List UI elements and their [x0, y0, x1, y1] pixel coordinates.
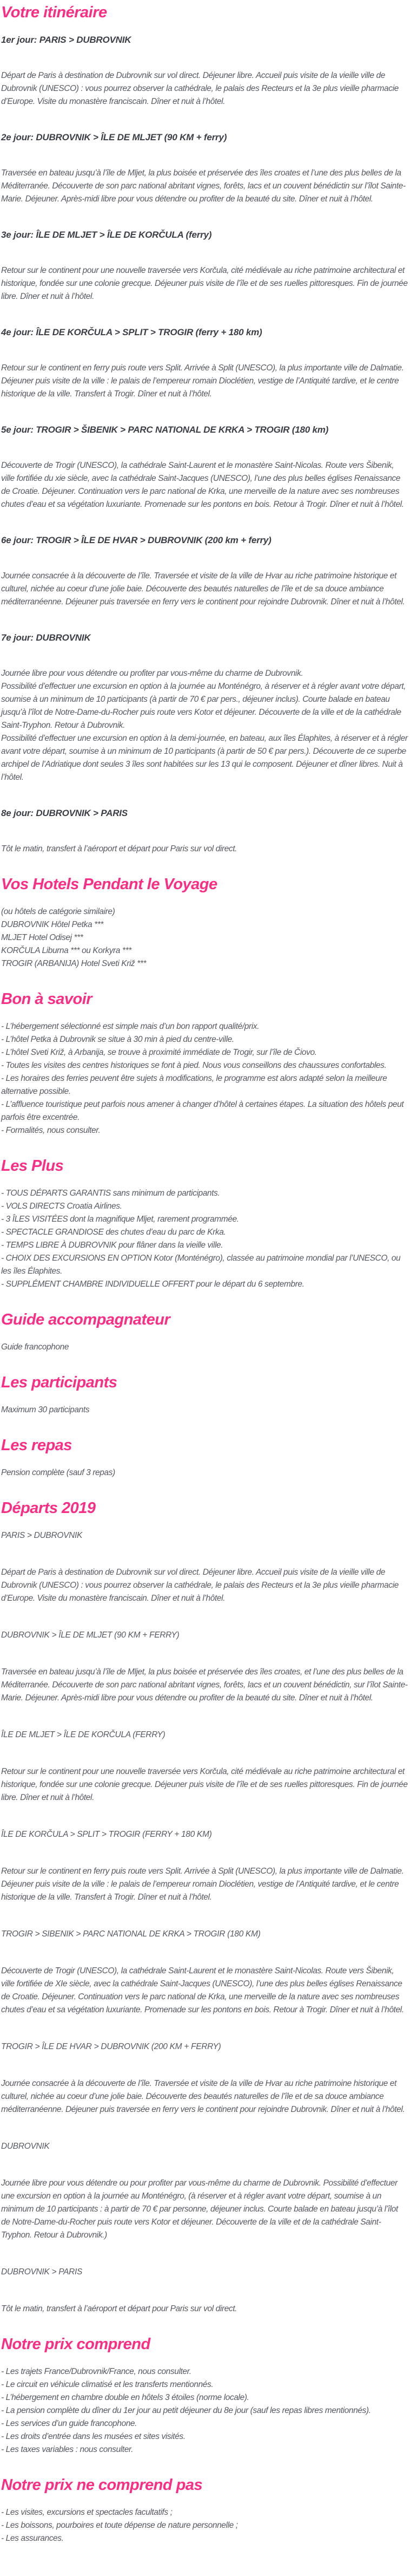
day-paragraph: Possibilité d’effectuer une excursion en option à la journée au Monténégro, à réserver et à régler avant votre départ, soumise à un minimum de 10 participants (à partir de 70 € par pers., déjeuner inclus). Courte balade en bateau jusqu’à l’îlot de Notre-Dame-du-Rocher puis route vers Kotor et déjeuner. Découverte de la ville et de la cathédrale Saint-Tryphon. Retour à Dubrovnik.	[1, 682, 406, 730]
participants-text: Maximum 30 participants	[1, 1405, 90, 1414]
good-to-know-list	[1, 1020, 408, 1137]
section-title-guide: Guide accompagnateur	[1, 1311, 170, 1328]
list-item: - Les horaires des ferries peuvent être sujets à modifications, le programme est alors adapté selon la meilleure alternative possible.	[1, 1074, 387, 1096]
day-title: 3e jour: ÎLE DE MLJET > ÎLE DE KORČULA (ferry)	[1, 230, 212, 240]
list-item: - L’hébergement sélectionné est simple mais d’un bon rapport qualité/prix.	[1, 1022, 260, 1031]
route-paragraph: Retour sur le continent pour une nouvelle traversée vers Korčula, cité médiévale au riche patrimoine architectural et historique, fondée sur une colonie grecque. Déjeuner puis visite de l’île et de ses ruelles pittoresques. Fin de journée libre. Dîner et nuit à l’hôtel.	[1, 1767, 408, 1802]
day-block-5	[1, 423, 408, 511]
list-item: - Le circuit en véhicule climatisé et les transferts mentionnés.	[1, 2380, 214, 2389]
list-item: - Les droits d’entrée dans les musées et sites visités.	[1, 2432, 186, 2441]
leg-block-4	[1, 1828, 408, 1904]
list-item: - VOLS DIRECTS Croatia Airlines.	[1, 1202, 122, 1211]
route-title: ÎLE DE KORČULA > SPLIT > TROGIR (FERRY + 180 KM)	[1, 1830, 212, 1839]
route-title: DUBROVNIK	[1, 2142, 50, 2151]
day-paragraph: Départ de Paris à destination de Dubrovnik sur vol direct. Déjeuner libre. Accueil puis visite de la vieille ville de Dubrovnik (UNESCO) : vous pourrez observer la cathédrale, le palais des Recteurs et la 3e plus vieille pharmacie d’Europe. Visite du monastère franciscain. Dîner et nuit à l’hôtel.	[1, 71, 399, 106]
list-item: - Les boissons, pourboires et toute dépense de nature personnelle ;	[1, 2521, 238, 2530]
list-item: - L’affluence touristique peut parfois nous amener à changer d’hôtel à certaines étapes. La situation des hôtels peut parfois être excentrée.	[1, 1100, 404, 1122]
section-title-departures: Départs 2019	[1, 1499, 96, 1517]
route-paragraph: Traversée en bateau jusqu’à l’île de Mljet, la plus boisée et préservée des îles croates, et l’une des plus belles de la Méditerranée. Découverte de son parc national abritant vignes, forêts, lacs et un couvent bénédictin, sur l’îlot Sainte-Marie. Déjeuner. Après-midi libre pour vous détendre ou profiter de la beauté du site. Dîner et nuit à l’hôtel.	[1, 1667, 408, 1703]
day-paragraph: Possibilité d’effectuer une excursion en option à la demi-journée, en bateau, aux îles Élaphites, à réserver et à régler avant votre départ, soumise à un minimum de 10 participants (à partir de 50 € par pers.). Découverte de ce superbe archipel de l’Adriatique dont seules 3 îles sont habitées sur les 13 qui le composent. Déjeuner et dîner libres. Nuit à l’hôtel.	[1, 734, 408, 782]
section-title-itinerary: Votre itinéraire	[1, 4, 107, 21]
day-title: 4e jour: ÎLE DE KORČULA > SPLIT > TROGIR (ferry + 180 km)	[1, 327, 262, 337]
day-title: 2e jour: DUBROVNIK > ÎLE DE MLJET (90 KM + ferry)	[1, 132, 227, 142]
route-paragraph: Journée consacrée à la découverte de l’île. Traversée et visite de la ville de Hvar au riche patrimoine historique et culturel, nichée au coeur d’une jolie baie. Découverte des beautés naturelles de l’île et de sa douce ambiance méditerranéenne. Déjeuner puis traversée en ferry vers le continent pour rejoindre Dubrovnik. Dîner et nuit à l’hôtel.	[1, 2079, 405, 2114]
route-title: PARIS > DUBROVNIK	[1, 1531, 83, 1540]
day-block-8	[1, 807, 408, 856]
leg-block-1	[1, 1529, 408, 1605]
route-paragraph: Retour sur le continent en ferry puis route vers Split. Arrivée à Split (UNESCO), la plus importante ville de Dalmatie. Déjeuner puis visite de la ville : le palais de l’empereur romain Dioclétien, vestige de l’Antiquité tardive, et le centre historique de la ville. Transfert à Trogir. Dîner et nuit à l’hôtel.	[1, 1867, 404, 1902]
leg-block-7	[1, 2140, 408, 2242]
list-item: - Les assurances.	[1, 2534, 64, 2543]
day-title: 6e jour: TROGIR > ÎLE DE HVAR > DUBROVNIK (200 km + ferry)	[1, 535, 272, 545]
section-title-hotels: Vos Hotels Pendant le Voyage	[1, 876, 217, 893]
section-title-price-excludes: Notre prix ne comprend pas	[1, 2476, 203, 2494]
route-title: ÎLE DE MLJET > ÎLE DE KORČULA (FERRY)	[1, 1730, 166, 1739]
day-block-3	[1, 229, 408, 303]
list-item: - Les taxes variables : nous consulter.	[1, 2445, 134, 2454]
route-title: TROGIR > SIBENIK > PARC NATIONAL DE KRKA > TROGIR (180 KM)	[1, 1929, 261, 1939]
day-block-7	[1, 631, 408, 784]
day-title: 7e jour: DUBROVNIK	[1, 632, 91, 643]
day-title: 8e jour: DUBROVNIK > PARIS	[1, 808, 128, 818]
list-item: - Les trajets France/Dubrovnik/France, nous consulter.	[1, 2367, 191, 2376]
hotel-line: TROGIR (ARBANIJA) Hotel Sveti Križ ***	[1, 959, 147, 968]
list-item: - L’hôtel Petka à Dubrovnik se situe à 30 min à pied du centre-ville.	[1, 1035, 234, 1044]
list-item: - SUPPLÉMENT CHAMBRE INDIVIDUELLE OFFERT pour le départ du 6 septembre.	[1, 1280, 305, 1289]
route-paragraph: Découverte de Trogir (UNESCO), la cathédrale Saint-Laurent et le monastère Saint-Nicolas. Route vers Šibenik, ville fortifiée de XIe siècle, avec la cathédrale Saint-Jacques (UNESCO), l’une des plus belles églises Renaissance de Croatie. Déjeuner. Continuation vers le parc national de Krka, une merveille de la nature avec ses nombreuses chutes d’eau et sa végétation luxuriante. Promenade sur les pontons en bois. Retour à Trogir. Dîner et nuit à l’hôtel.	[1, 1966, 404, 2014]
route-paragraph: Tôt le matin, transfert à l’aéroport et départ pour Paris sur vol direct.	[1, 2304, 237, 2313]
list-item: - La pension complète du dîner du 1er jour au petit déjeuner du 8e jour (sauf les repas libres mentionnés).	[1, 2406, 371, 2415]
meals-text: Pension complète (sauf 3 repas)	[1, 1468, 115, 1477]
section-title-participants: Les participants	[1, 1374, 117, 1391]
day-paragraph: Traversée en bateau jusqu’à l’île de Mljet, la plus boisée et préservée des îles croates et l’une des plus belles de la Méditerranée. Découverte de son parc national abritant vignes, forêts, lacs et un couvent bénédictin sur l’îlot Sainte-Marie. Déjeuner. Après-midi libre pour vous détendre ou profiter de la beauté du site. Dîner et nuit à l’hôtel.	[1, 168, 406, 204]
section-title-price-includes: Notre prix comprend	[1, 2336, 150, 2353]
leg-block-2	[1, 1629, 408, 1705]
day-paragraph: Journée consacrée à la découverte de l’île. Traversée et visite de la ville de Hvar au riche patrimoine historique et culturel, nichée au coeur d’une jolie baie. Découverte des beautés naturelles de l’île et de sa douce ambiance méditerranéenne. Déjeuner puis traversée en ferry vers le continent pour rejoindre Dubrovnik. Dîner et nuit à l’hôtel.	[1, 571, 405, 606]
hotel-line: KORČULA Liburna *** ou Korkyra ***	[1, 946, 131, 955]
section-title-good-to-know: Bon à savoir	[1, 990, 92, 1008]
list-item: - L’hébergement en chambre double en hôtels 3 étoiles (norme locale).	[1, 2393, 249, 2402]
list-item: - SPECTACLE GRANDIOSE des chutes d’eau du parc de Krka.	[1, 1228, 226, 1237]
list-item: - L’hôtel Sveti Križ, à Arbanija, se trouve à proximité immédiate de Trogir, sur l’île de Čiovo.	[1, 1048, 317, 1057]
hotel-line: (ou hôtels de catégorie similaire)	[1, 907, 115, 916]
day-block-1	[1, 34, 408, 108]
route-title: DUBROVNIK > PARIS	[1, 2267, 83, 2277]
day-paragraph: Journée libre pour vous détendre ou profiter par vous-même du charme de Dubrovnik.	[1, 669, 303, 678]
list-item: - TOUS DÉPARTS GARANTIS sans minimum de participants.	[1, 1189, 220, 1198]
list-item: - Toutes les visites des centres historiques se font à pied. Nous vous conseillons des chaussures confortables.	[1, 1061, 387, 1070]
day-block-4	[1, 326, 408, 401]
section-title-meals: Les repas	[1, 1437, 72, 1454]
list-item: - Les visites, excursions et spectacles facultatifs ;	[1, 2508, 173, 2517]
hotels-list	[1, 905, 408, 970]
route-paragraph: Départ de Paris à destination de Dubrovnik sur vol direct. Déjeuner libre. Accueil puis visite de la vieille ville de Dubrovnik (UNESCO) : vous pourrez observer la cathédrale, le palais des Recteurs et la 3e plus vieille pharmacie d’Europe. Visite du monastère franciscain. Dîner et nuit à l’hôtel.	[1, 1568, 399, 1603]
leg-block-8	[1, 2266, 408, 2316]
section-title-pluses: Les Plus	[1, 1157, 64, 1175]
route-title: TROGIR > ÎLE DE HVAR > DUBROVNIK (200 KM + FERRY)	[1, 2042, 221, 2051]
list-item: - Formalités, nous consulter.	[1, 1126, 101, 1135]
day-paragraph: Retour sur le continent en ferry puis route vers Split. Arrivée à Split (UNESCO), la plus importante ville de Dalmatie. Déjeuner puis visite de la ville : le palais de l’empereur romain Dioclétien, vestige de l’Antiquité tardive, et le centre historique de la ville. Transfert à Trogir. Dîner et nuit à l’hôtel.	[1, 363, 404, 399]
hotel-line: DUBROVNIK Hôtel Petka ***	[1, 920, 103, 929]
day-paragraph: Tôt le matin, transfert à l’aéroport et départ pour Paris sur vol direct.	[1, 844, 237, 853]
route-title: DUBROVNIK > ÎLE DE MLJET (90 KM + FERRY)	[1, 1631, 180, 1640]
route-paragraph: Journée libre pour vous détendre ou pour profiter par vous-même du charme de Dubrovnik. Possibilité d’effectuer une excursion en option à la journée au Monténégro, (à réserver et à régler avant votre départ, soumise à un minimum de 10 participants : à partir de 70 € par personne, déjeuner inclus. Courte balade en bateau jusqu’à l’îlot de Notre-Dame-du-Rocher puis route vers Kotor et déjeuner. Découverte de la ville et de la cathédrale Saint-Tryphon. Retour à Dubrovnik.)	[1, 2179, 398, 2240]
list-item: - Les services d’un guide francophone.	[1, 2419, 137, 2428]
list-item: - 3 ÎLES VISITÉES dont la magnifique Mljet, rarement programmée.	[1, 1215, 239, 1224]
price-includes-list	[1, 2365, 408, 2456]
day-paragraph: Retour sur le continent pour une nouvelle traversée vers Korčula, cité médiévale au riche patrimoine architectural et historique, fondée sur une colonie grecque. Déjeuner puis visite de l’île et de ses ruelles pittoresques. Fin de journée libre. Dîner et nuit à l’hôtel.	[1, 266, 408, 301]
day-block-6	[1, 534, 408, 609]
day-title: 5e jour: TROGIR > ŠIBENIK > PARC NATIONAL DE KRKA > TROGIR (180 km)	[1, 425, 329, 435]
leg-block-3	[1, 1729, 408, 1804]
price-excludes-list	[1, 2506, 408, 2545]
day-paragraph: Découverte de Trogir (UNESCO), la cathédrale Saint-Laurent et le monastère Saint-Nicolas. Route vers Šibenik, ville fortifiée du xie siècle, avec la cathédrale Saint-Jacques (UNESCO), l’une des plus belles églises Renaissance de Croatie. Déjeuner. Continuation vers le parc national de Krka, une merveille de la nature avec ses nombreuses chutes d’eau et sa végétation luxuriante. Promenade sur les pontons en bois. Retour à Trogir. Dîner et nuit à l’hôtel.	[1, 461, 404, 509]
list-item: - CHOIX DES EXCURSIONS EN OPTION Kotor (Monténégro), classée au patrimoine mondial par l’UNESCO, ou les îles Élaphites.	[1, 1254, 401, 1276]
leg-block-5	[1, 1928, 408, 2017]
pluses-list	[1, 1187, 408, 1291]
guide-text: Guide francophone	[1, 1342, 69, 1352]
day-block-2	[1, 131, 408, 206]
hotel-line: MLJET Hotel Odisej ***	[1, 933, 83, 942]
list-item: - TEMPS LIBRE À DUBROVNIK pour flâner dans la vieille ville.	[1, 1241, 223, 1250]
leg-block-6	[1, 2040, 408, 2116]
day-title: 1er jour: PARIS > DUBROVNIK	[1, 35, 131, 45]
